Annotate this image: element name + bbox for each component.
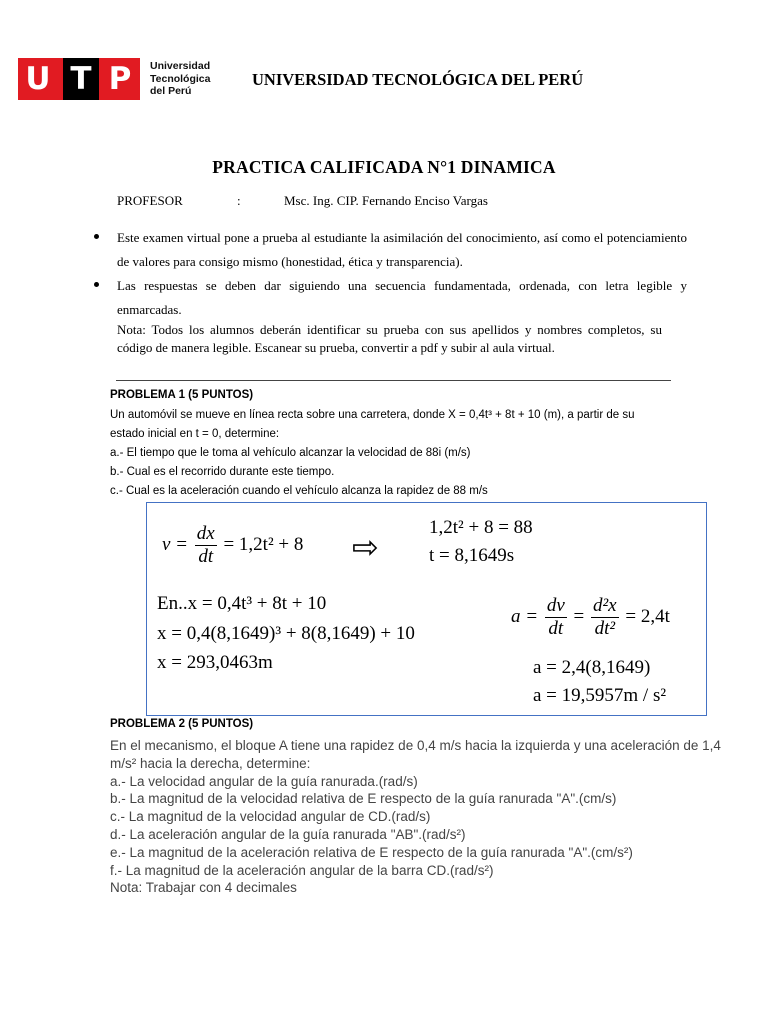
denominator: dt² xyxy=(594,618,616,639)
university-title: UNIVERSIDAD TECNOLÓGICA DEL PERÚ xyxy=(252,70,584,89)
professor-name: Msc. Ing. CIP. Fernando Enciso Vargas xyxy=(284,193,488,208)
problem2-line: a.- La velocidad angular de la guía ranurada.(rad/s) xyxy=(110,773,418,789)
arrow-icon: ⇨ xyxy=(352,529,379,565)
problem2-title: PROBLEMA 2 (5 PUNTOS) xyxy=(110,718,254,730)
problem2-line: m/s² hacia la derecha, determine: xyxy=(110,755,311,771)
fraction-dx-dt xyxy=(195,523,217,568)
problem1-line: b.- Cual es el recorrido durante este tiempo. xyxy=(110,466,335,478)
fraction-d2x-dt2 xyxy=(591,595,619,640)
bullet-icon xyxy=(94,234,99,239)
time-equation-2: t = 8,1649s xyxy=(429,545,515,566)
problem1-statement xyxy=(110,406,710,501)
problem2-statement xyxy=(110,737,742,897)
logo-text-line: Tecnológica xyxy=(150,72,211,85)
denominator: dt xyxy=(198,546,214,567)
professor-colon: : xyxy=(237,193,241,208)
denominator: dt xyxy=(548,618,564,639)
divider xyxy=(116,380,671,381)
velocity-lhs: v = xyxy=(162,533,189,555)
position-equation-1: En..x = 0,4t³ + 8t + 10 xyxy=(157,593,327,614)
instruction-1: Este examen virtual pone a prueba al estudiante la asimilación del conocimiento, así como el potenciamiento de valores para consigo mismo (honestidad, ética y transparencia). xyxy=(117,230,687,269)
problem2-line: c.- La magnitud de la velocidad angular de CD.(rad/s) xyxy=(110,809,431,825)
exam-title: PRACTICA CALIFICADA N°1 DINAMICA xyxy=(212,157,556,177)
velocity-equation xyxy=(162,523,303,568)
professor-label: PROFESOR xyxy=(117,193,183,208)
acceleration-rhs: = 2,4t xyxy=(625,605,670,627)
logo-wordmark xyxy=(150,60,210,98)
logo-text-line: Universidad xyxy=(150,60,211,72)
position-equation-2: x = 0,4(8,1649)³ + 8(8,1649) + 10 xyxy=(157,623,415,644)
position-equation-3: x = 293,0463m xyxy=(157,652,273,673)
acceleration-lhs: a = xyxy=(511,605,539,627)
logo-text-line: del Perú xyxy=(150,85,192,97)
note-paragraph: Nota: Todos los alumnos deberán identificar su prueba con sus apellidos y nombres completos, su código de manera legible. Escanear su prueba, convertir a pdf y subir al aula virtual. xyxy=(117,322,662,355)
problem2-line: d.- La aceleración angular de la guía ranurada "AB".(rad/s²) xyxy=(110,826,466,842)
utp-logo xyxy=(18,58,140,100)
numerator: dv xyxy=(546,595,565,616)
acceleration-equation-3: a = 19,5957m / s² xyxy=(533,685,667,706)
problem2-line: f.- La magnitud de la aceleración angular de la barra CD.(rad/s²) xyxy=(110,862,494,878)
problem1-line: Un automóvil se mueve en línea recta sobre una carretera, donde X = 0,4t³ + 8t + 10 (m), a partir de su xyxy=(110,409,635,421)
problem1-line: c.- Cual es la aceleración cuando el vehículo alcanza la rapidez de 88 m/s xyxy=(110,485,488,497)
problem2-line: En el mecanismo, el bloque A tiene una rapidez de 0,4 m/s hacia la izquierda y una aceleración de 1,4 xyxy=(110,738,721,753)
numerator: dx xyxy=(196,523,215,544)
logo-letter-p: P xyxy=(108,61,132,97)
problem1-line: a.- El tiempo que le toma al vehículo alcanzar la velocidad de 88i (m/s) xyxy=(110,447,471,459)
bullet-icon xyxy=(94,282,99,287)
problem2-line: e.- La magnitud de la aceleración relativa de E respecto de la guía ranurada "A".(cm/s²) xyxy=(110,844,633,860)
problem2-line: b.- La magnitud de la velocidad relativa de E respecto de la guía ranurada "A".(cm/s) xyxy=(110,791,617,807)
fraction-dv-dt xyxy=(545,595,567,640)
problem1-line: estado inicial en t = 0, determine: xyxy=(110,428,280,440)
velocity-rhs: = 1,2t² + 8 xyxy=(223,533,304,555)
logo-letter-u: U xyxy=(25,61,51,97)
instruction-2: Las respuestas se deben dar siguiendo una secuencia fundamentada, ordenada, con letra legible y enmarcadas. xyxy=(117,278,687,317)
acceleration-equation-2: a = 2,4(8,1649) xyxy=(533,657,651,678)
logo-letter-t: T xyxy=(70,61,92,97)
solution-box xyxy=(146,502,707,716)
numerator: d²x xyxy=(592,595,617,616)
problem1-title: PROBLEMA 1 (5 PUNTOS) xyxy=(110,389,254,401)
time-equation-1: 1,2t² + 8 = 88 xyxy=(429,517,533,538)
acceleration-equation: a = $\frac{dv}{dt}$ = $\frac{\text{d²x}}{\text{dt²}}$ = 2,4t xyxy=(511,595,670,639)
problem2-line: Nota: Trabajar con 4 decimales xyxy=(110,880,297,896)
